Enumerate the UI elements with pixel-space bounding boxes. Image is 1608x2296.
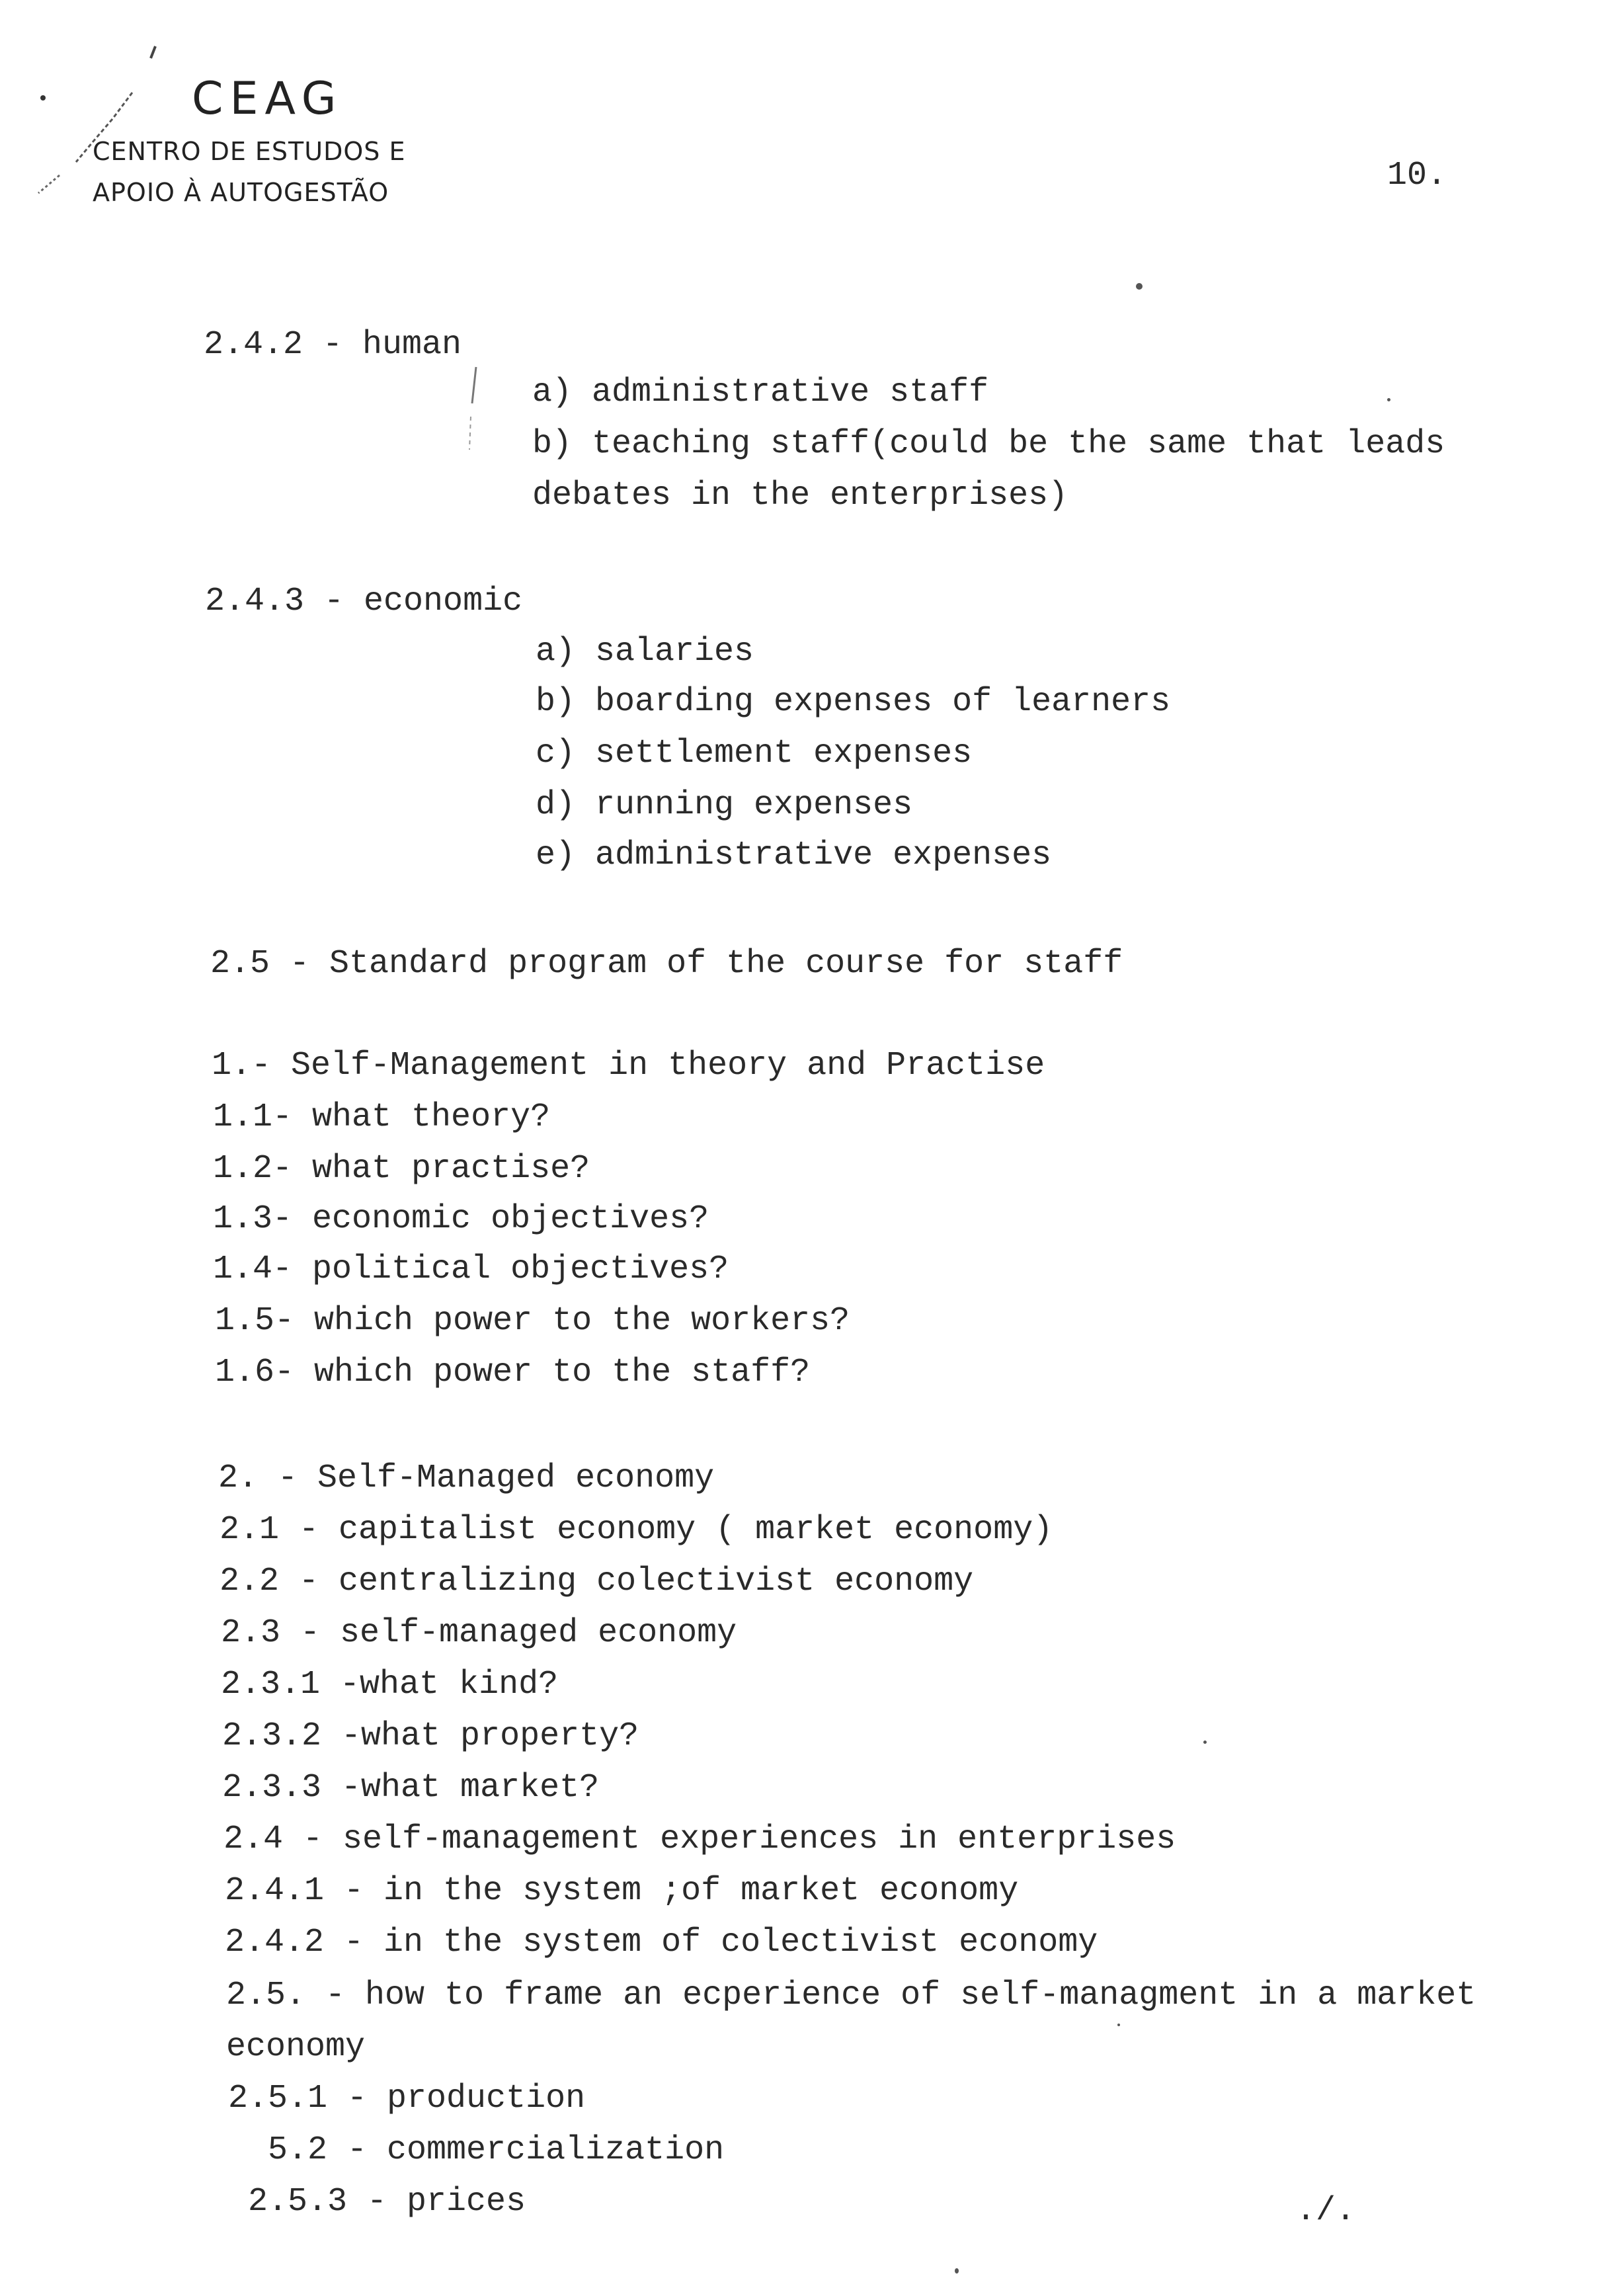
text-line: e) administrative expenses — [536, 837, 1052, 874]
text-line: 2.4 - self-management experiences in enterprises — [223, 1821, 1176, 1858]
text-line: 1.5- which power to the workers? — [215, 1302, 850, 1340]
text-line: a) administrative staff — [532, 374, 989, 411]
continuation-mark: ./. — [1296, 2192, 1356, 2230]
speck — [955, 2268, 959, 2274]
text-line: d) running expenses — [536, 786, 913, 824]
speck — [1387, 398, 1390, 401]
text-line: 1.1- what theory? — [213, 1098, 551, 1136]
page-bracket-mark — [463, 364, 489, 456]
text-line: 2.3.3 -what market? — [222, 1769, 600, 1807]
text-line: 5.2 - commercialization — [268, 2131, 725, 2169]
text-line: 2.5.3 - prices — [248, 2183, 526, 2221]
speck — [1117, 2024, 1120, 2026]
text-line: 2.4.2 - human — [204, 326, 462, 364]
text-line: 2.5.1 - production — [228, 2080, 586, 2117]
text-line: 2.3 - self-managed economy — [221, 1614, 737, 1652]
text-line: 2.4.3 - economic — [205, 583, 523, 620]
text-line: c) settlement expenses — [536, 735, 973, 772]
speck — [1136, 283, 1143, 290]
text-line: 2.2 - centralizing colectivist economy — [220, 1563, 974, 1600]
text-line: economy — [226, 2028, 366, 2066]
text-line: 1.6- which power to the staff? — [215, 1354, 811, 1391]
text-line: debates in the enterprises) — [532, 477, 1068, 514]
letterhead-line-2: APOIO À AUTOGESTÃO — [93, 178, 389, 207]
text-line: 2.1 - capitalist economy ( market economy) — [220, 1511, 1053, 1549]
text-line: 2.5. - how to frame an ecperience of self-managment in a market — [226, 1977, 1476, 2014]
text-line: 2.3.2 -what property? — [222, 1717, 639, 1755]
text-line: 2.5 - Standard program of the course for staff — [210, 945, 1123, 983]
text-line: a) salaries — [536, 633, 754, 671]
speck — [1203, 1741, 1207, 1744]
text-line: b) boarding expenses of learners — [536, 683, 1171, 721]
text-line: 1.2- what practise? — [213, 1150, 590, 1188]
text-line: b) teaching staff(could be the same that leads — [532, 425, 1445, 463]
letterhead-name: CEAG — [192, 73, 343, 125]
page-number: 10. — [1387, 157, 1447, 194]
text-line: 1.- Self-Management in theory and Practise — [212, 1047, 1045, 1085]
text-line: 2.3.1 -what kind? — [221, 1666, 559, 1703]
text-line: 2. - Self-Managed economy — [218, 1459, 715, 1497]
text-line: 1.3- economic objectives? — [213, 1200, 709, 1238]
text-line: 1.4- political objectives? — [213, 1250, 729, 1288]
text-line: 2.4.2 - in the system of colectivist economy — [225, 1924, 1098, 1961]
letterhead-line-1: CENTRO DE ESTUDOS E — [93, 137, 406, 166]
text-line: 2.4.1 - in the system ;of market economy — [225, 1872, 1019, 1910]
